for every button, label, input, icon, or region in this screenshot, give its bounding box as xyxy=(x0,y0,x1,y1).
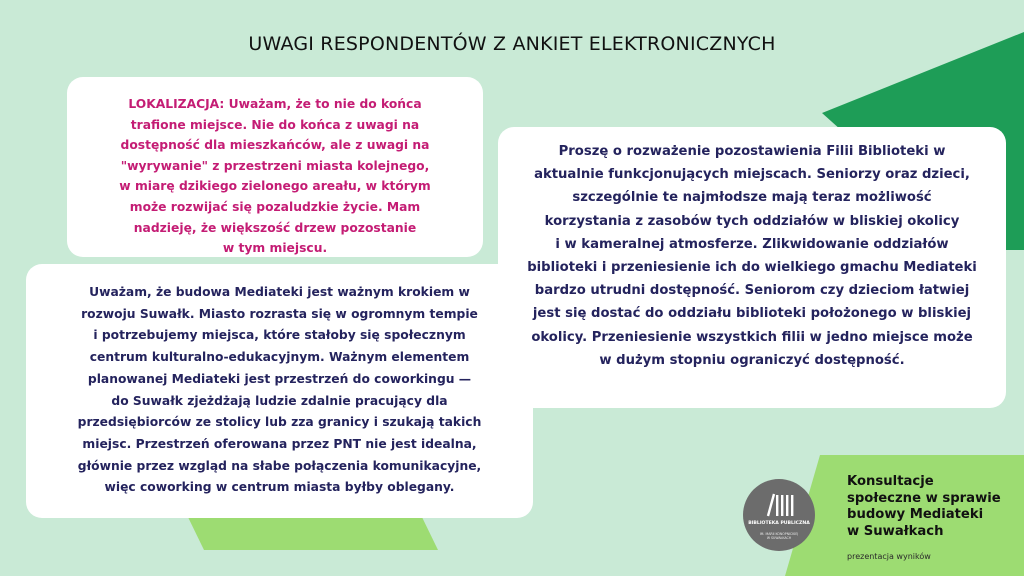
footer-title: Konsultacje społeczne w sprawie budowy Mediateki w Suwałkach xyxy=(847,474,1001,539)
comment-card-coworking xyxy=(26,264,533,518)
page-title: UWAGI RESPONDENTÓW Z ANKIET ELEKTRONICZNYCH xyxy=(248,33,776,55)
comment-card-branches xyxy=(498,127,1006,408)
comment-text: Uważam, że budowa Mediateki jest ważnym krokiem w rozwoju Suwałk. Miasto rozrasta się w ogromnym tempie i potrzebujemy miejsca, które stałoby się społecznym centrum kulturalno-edukacyjnym. Ważnym elementem planowanej Mediateki jest przestrzeń do coworkingu — do Suwałk zjeżdżają ludzie zdalnie pracujący dla przedsiębiorców ze stolicy lub zza granicy i szukają takich miejsc. Przestrzeń oferowana przez PNT nie jest idealna, głównie przez wzgląd na słabe połączenia komunikacyjne, więc coworking w centrum miasta byłby oblegany. xyxy=(77,285,482,495)
footer-subtitle: prezentacja wyników xyxy=(847,552,931,561)
logo-subtitle: IM. MARII KONOPNICKIEJ W SUWAŁKACH xyxy=(759,532,799,540)
comment-text: Proszę o rozważenie pozostawienia Filii Biblioteki w aktualnie funkcjonujących miejscach. Seniorzy oraz dzieci, szczególnie te najmłodsze mają teraz możliwość korzystania z zasobów tych oddziałów w bliskiej okolicy i w kameralnej atmosferze. Zlikwidowanie oddziałów biblioteki i przeniesienie ich do wielkiego gmachu Mediateki bardzo utrudni dostępność. Seniorom czy dzieciom łatwiej jest się dostać do oddziału biblioteki położonego w bliskiej okolicy. Przeniesienie wszystkich filii w jedno miejsce może w dużym stopniu ograniczyć dostępność. xyxy=(527,144,977,368)
library-books-icon xyxy=(765,491,795,517)
library-logo xyxy=(743,479,815,551)
light-green-shape-left xyxy=(186,513,438,550)
comment-card-location xyxy=(67,77,483,257)
comment-text: LOKALIZACJA: Uważam, że to nie do końca trafione miejsce. Nie do końca z uwagi na dostępność dla mieszkańców, ale z uwagi na "wyrywanie" z przestrzeni miasta kolejnego, w miarę dzikiego zielonego areału, w którym może rozwijać się pozaludzkie życie. Mam nadzieję, że większość drzew pozostanie w tym miejscu. xyxy=(119,97,431,256)
logo-name: BIBLIOTEKA PUBLICZNA xyxy=(748,521,810,526)
